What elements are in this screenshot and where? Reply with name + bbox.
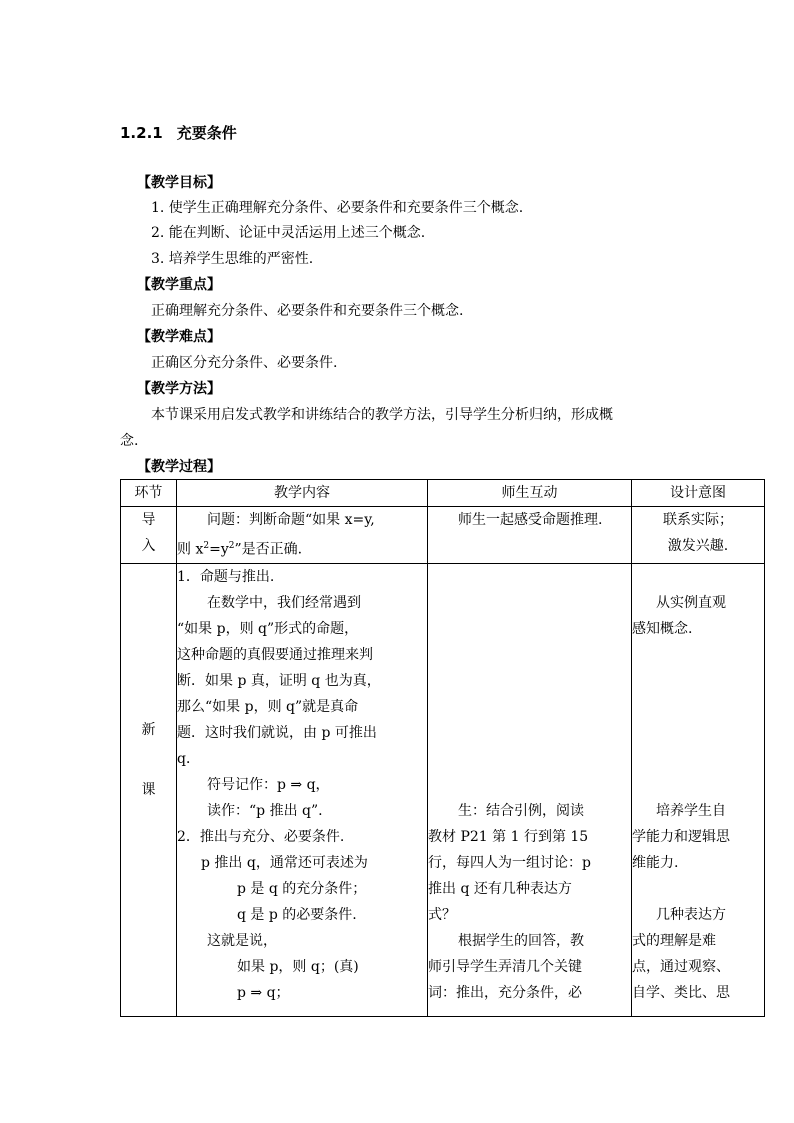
intent-line: 式的理解是难 (632, 932, 716, 949)
interaction-line: 师引导学生弄清几个关键 (428, 958, 582, 975)
intent-line: 感知概念. (632, 620, 693, 637)
content-line: 这种命题的真假要通过推理来判 (177, 646, 373, 663)
intent-line: 维能力. (632, 854, 679, 871)
stage-char: 导 (141, 512, 156, 528)
intent-cell-new-lesson (632, 563, 765, 1016)
content-line: 如果 p，则 q；(真) (237, 958, 359, 975)
content-line: p 是 q 的充分条件； (237, 880, 367, 897)
column-header-stage: 环节 (121, 480, 177, 507)
content-line: 则 $x^2=y^2$”是否正确. (177, 541, 303, 558)
interaction-line: 教材 P21 第 1 行到第 15 (428, 828, 589, 845)
objective-item-1: 1. 使学生正确理解充分条件、必要条件和充要条件三个概念. (151, 200, 524, 216)
section-name: 充要条件 (176, 124, 237, 142)
interaction-cell-intro (428, 507, 632, 564)
interaction-line: 生：结合引例，阅读 (458, 802, 584, 819)
process-table (120, 479, 765, 1017)
content-cell-intro (177, 507, 428, 564)
intent-line: 几种表达方 (656, 906, 726, 923)
content-line: 1．命题与推出. (177, 568, 275, 585)
stage-char: 新 (141, 721, 156, 738)
stage-cell-new-lesson (121, 563, 177, 1016)
table-row-new-lesson (121, 563, 765, 1016)
content-line: 在数学中，我们经常遇到 (207, 594, 361, 611)
intent-line: 自学、类比、思 (632, 984, 730, 1001)
intent-line: 联系实际； (663, 512, 733, 528)
content-line: p 推出 q，通常还可表述为 (201, 854, 368, 871)
content-line: 题．这时我们就说，由 p 可推出 (177, 724, 377, 741)
content-line: 2．推出与充分、必要条件. (177, 828, 345, 845)
content-line: 这就是说， (207, 932, 277, 949)
content-line: 断．如果 p 真，证明 q 也为真， (177, 672, 381, 689)
method-text-line2: 念. (120, 433, 139, 449)
interaction-line: 师生一起感受命题推理. (458, 512, 603, 528)
content-line: 符号记作：p ⇒ q， (207, 776, 330, 793)
content-line: “如果 p，则 q”形式的命题， (177, 620, 359, 637)
content-line: 那么“如果 p，则 q”就是真命 (177, 698, 359, 715)
method-heading: 【教学方法】 (137, 381, 221, 397)
stage-char: 入 (141, 538, 156, 554)
intent-line: 激发兴趣. (667, 538, 729, 554)
content-line: q 是 p 的必要条件. (237, 906, 357, 923)
column-header-interaction: 师生互动 (428, 480, 632, 507)
table-row-intro (121, 507, 765, 564)
intent-line: 培养学生自 (656, 802, 726, 819)
column-header-intent: 设计意图 (632, 480, 765, 507)
table-header-row (121, 480, 765, 507)
interaction-cell-new-lesson (428, 563, 632, 1016)
intent-line: 学能力和逻辑思 (632, 828, 730, 845)
content-line: p ⇒ q； (237, 984, 290, 1001)
content-cell-new-lesson (177, 563, 428, 1016)
objective-item-2: 2. 能在判断、论证中灵活运用上述三个概念. (151, 225, 426, 241)
difficulties-text: 正确区分充分条件、必要条件. (151, 355, 338, 371)
objective-item-3: 3. 培养学生思维的严密性. (151, 251, 314, 267)
interaction-line: 推出 q 还有几种表达方 (428, 880, 572, 897)
interaction-line: 式？ (428, 906, 456, 923)
interaction-line: 行，每四人为一组讨论：p (428, 854, 591, 871)
key-points-text: 正确理解充分条件、必要条件和充要条件三个概念. (151, 303, 464, 319)
difficulties-heading: 【教学难点】 (137, 329, 221, 345)
intent-line: 点，通过观察、 (632, 958, 730, 975)
content-line: 问题：判断命题“如果 x=y, (207, 512, 375, 528)
interaction-line: 根据学生的回答，教 (458, 932, 584, 949)
method-text-line1: 本节课采用启发式教学和讲练结合的教学方法，引导学生分析归纳，形成概 (151, 407, 613, 423)
key-points-heading: 【教学重点】 (137, 277, 221, 293)
section-number: 1.2.1 (120, 124, 163, 142)
stage-char: 课 (141, 781, 156, 798)
interaction-line: 词：推出，充分条件，必 (428, 984, 582, 1001)
stage-cell-intro (121, 507, 177, 564)
intent-line: 从实例直观 (656, 594, 726, 611)
column-header-content: 教学内容 (177, 480, 428, 507)
intent-cell-intro (632, 507, 765, 564)
process-heading: 【教学过程】 (137, 459, 221, 475)
content-line: 读作：“p 推出 q”. (207, 802, 323, 819)
objectives-heading: 【教学目标】 (137, 175, 221, 191)
section-title (120, 122, 237, 143)
content-line: q． (177, 750, 200, 767)
